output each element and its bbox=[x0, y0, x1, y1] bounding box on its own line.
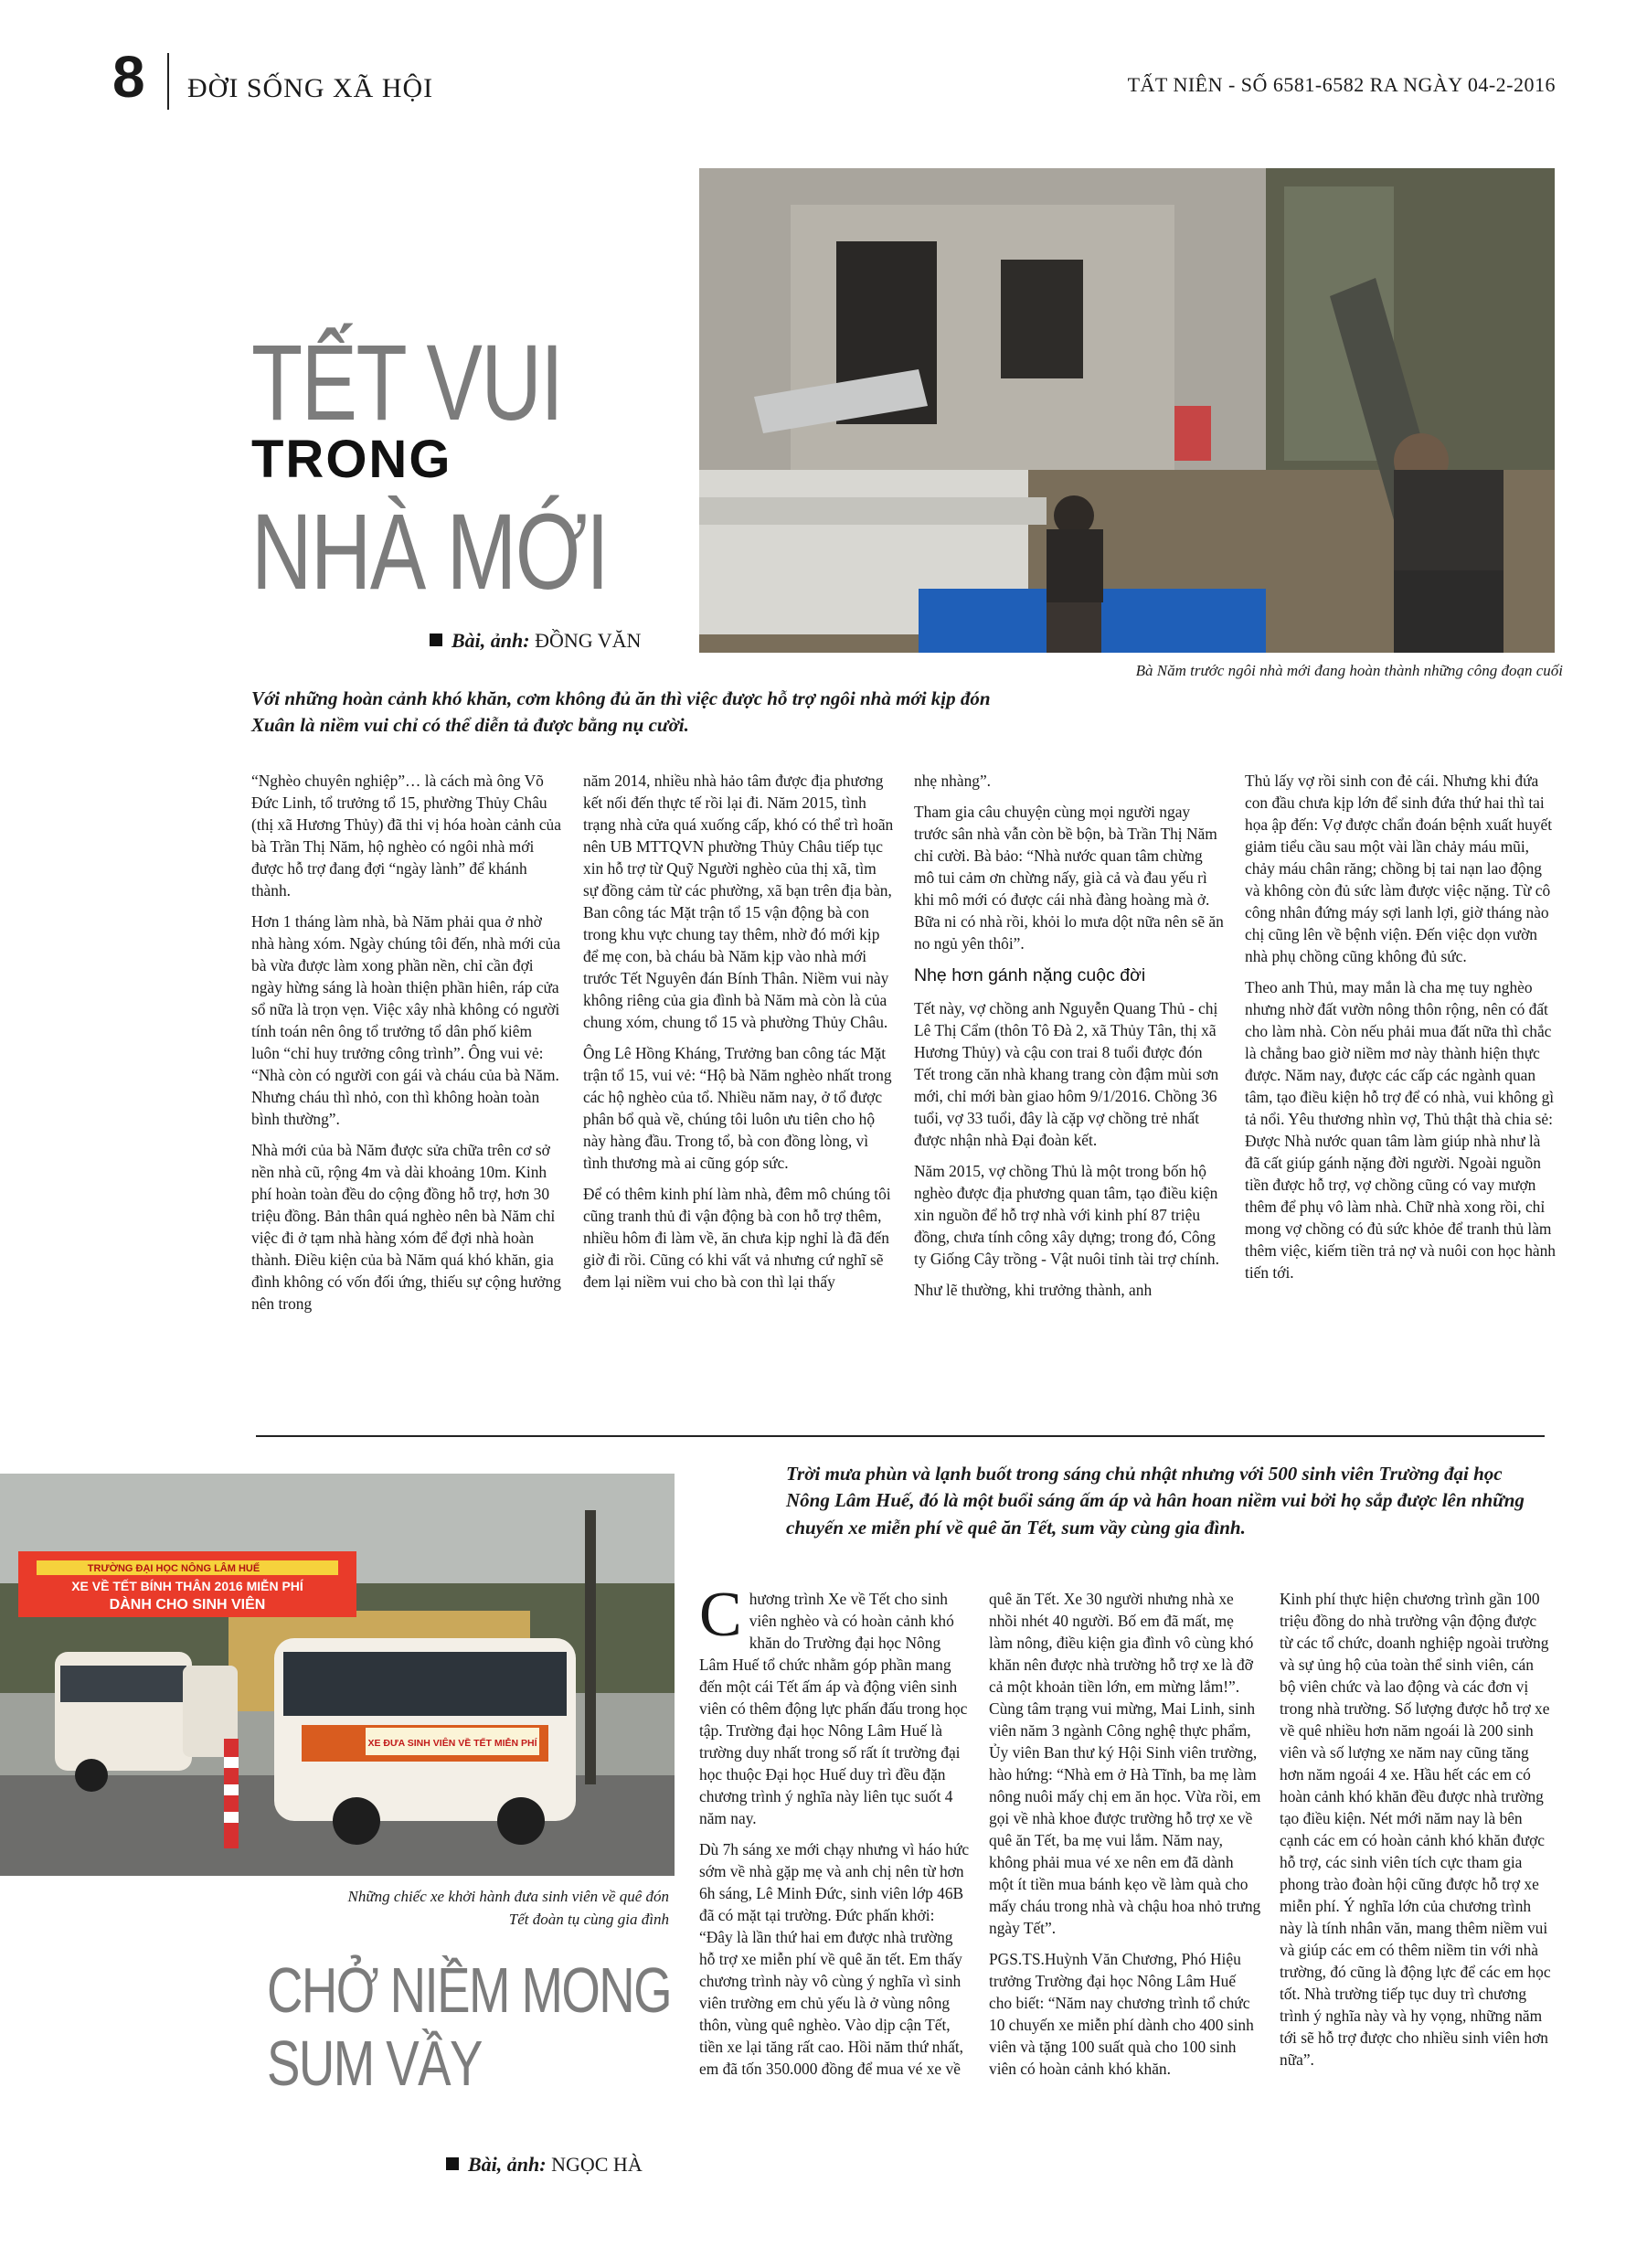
paragraph: năm 2014, nhiều nhà hảo tâm được địa phương kết nối đến thực tế rồi lại đi. Năm 2015, tình trạng nhà cửa quá xuống cấp, khó có thể trì hoãn nên UB MTTQVN phường Thủy Châu tiếp tục xin hỗ trợ từ Quỹ Người nghèo của thị xã, tìm sự đồng cảm từ các phường, xã bạn trên địa bàn, Ban công tác Mặt trận tổ 15 vận động bà con trong khu vực chung tay thêm, nhờ đó mới kịp để mẹ con, bà cháu bà Năm kịp vào nhà mới trước Tết Nguyên đán Bính Thân. Niềm vui này không riêng của gia đình bà Năm mà còn là của chung xóm, chung tổ 15 và phường Thủy Châu. bbox=[583, 772, 894, 1032]
paragraph: Năm 2015, vợ chồng Thủ là một trong bốn hộ nghèo được địa phương quan tâm, tạo điều kiện xin nguồn để hỗ trợ nhà với kinh phí 87 triệu đồng, chưa tính công xây dựng; trong đó, Công ty Giống Cây trồng - Vật nuôi tỉnh tài trợ chính. bbox=[914, 1162, 1219, 1269]
article2-title-line2: SUM VẦY bbox=[267, 2028, 482, 2099]
article2-title-line1: CHỞ NIỀM MONG bbox=[267, 1954, 672, 2026]
dropcap: C bbox=[699, 1580, 742, 1650]
article1-title-line3: NHÀ MỚI bbox=[251, 492, 609, 612]
article2-column-3 bbox=[1280, 1588, 1552, 2080]
article2-lead: Trời mưa phùn và lạnh buốt trong sáng chủ nhật nhưng với 500 sinh viên Trường đại học Nông Lâm Huế, đó là một buổi sáng ấm áp và hân hoan niềm vui bởi họ sắp được lên những chuyến xe miễn phí về quê ăn Tết, sum vầy cùng gia đình. bbox=[786, 1463, 1525, 1539]
article1-photo-caption: Bà Năm trước ngôi nhà mới đang hoàn thành những công đoạn cuối bbox=[1135, 662, 1563, 679]
banner-bottom-text: DÀNH CHO SINH VIÊN bbox=[109, 1597, 266, 1613]
paragraph: Ông Lê Hồng Kháng, Trưởng ban công tác Mặt trận tổ 15, vui vẻ: “Hộ bà Năm nghèo nhất trong các hộ nghèo của tổ. Nhiều năm nay, ở tổ được phân bổ quà về, chúng tôi luôn ưu tiên cho hộ này hàng đầu. Trong tổ, bà con đồng lòng, vì tình thương mà ai cũng góp sức. bbox=[583, 1044, 892, 1173]
header-divider bbox=[167, 53, 169, 110]
paragraph: Theo anh Thủ, may mắn là cha mẹ tuy nghèo nhưng nhờ đất vườn nông thôn rộng, nên có đất cho làm nhà. Còn nếu phải mua đất nữa thì chắc là chẳng bao giờ niềm mơ này thành hiện thực được. Năm nay, được các cấp các ngành quan tâm, tạo điều kiện hỗ trợ để có nhà, vui không gì tả nổi. Yêu thương nhìn vợ, Thủ thật thà chia sẻ: Được Nhà nước quan tâm làm giúp nhà như là đã cất giúp gánh nặng đời người. Ngoài nguồn tiền được hỗ trợ, vợ chồng cũng có vay mượn thêm để phụ vô làm nhà. Chữ nhà xong rồi, chỉ mong vợ chồng có đủ sức khỏe để tranh thủ làm thêm việc, kiếm tiền trả nợ và nuôi con học hành tiến tới. bbox=[1245, 978, 1557, 1283]
byline-author: ĐỒNG VĂN bbox=[535, 629, 642, 652]
paragraph: Kinh phí thực hiện chương trình gần 100 triệu đồng do nhà trường vận động được từ các tổ chức, doanh nghiệp ngoài trường và sự ủng hộ của toàn thể sinh viên, cán bộ viên chức và lao động và các đơn vị trong nhà trường. Số lượng được hỗ trợ xe về quê nhiều hơn năm ngoái là 200 sinh viên và số lượng xe năm nay cũng tăng hơn năm ngoái 4 xe. Hầu hết các em có hoàn cảnh khó khăn đều được nhà trường tạo điều kiện. Nét mới năm nay là bên cạnh các em có hoàn cảnh khó khăn được hỗ trợ, các sinh viên tích cực tham gia phong trào đoàn hội cũng được hỗ trợ xe miễn phí. Ý nghĩa lớn của chương trình này là tính nhân văn, mang thêm niềm vui và giúp các em có thêm niềm tin với nhà trường, đó cũng là động lực để các em học tốt. Nhà trường tiếp tục duy trì chương trình ý nghĩa này và hy vọng, những năm tới sẽ hỗ trợ được cho nhiều sinh viên hơn nữa”. bbox=[1280, 1590, 1551, 2070]
paragraph bbox=[699, 1580, 972, 1829]
article1-title-line2: TRONG bbox=[251, 430, 452, 489]
article2-photo-caption: Những chiếc xe khởi hành đưa sinh viên về quê đón Tết đoàn tụ cùng gia đình bbox=[347, 1888, 669, 1928]
page-number: 8 bbox=[112, 44, 145, 110]
article1-column-3 bbox=[914, 770, 1225, 1310]
byline-author: NGỌC HÀ bbox=[551, 2153, 643, 2176]
article1-lead: Với những hoàn cảnh khó khăn, cơm không đủ ăn thì việc được hỗ trợ ngôi nhà mới kịp đón Xuân là niềm vui chỉ có thể diễn tả được bằng nụ cười. bbox=[251, 687, 991, 737]
byline-label: Bài, ảnh: bbox=[468, 2153, 547, 2176]
article1-subheading: Nhẹ hơn gánh nặng cuộc đời bbox=[914, 965, 1146, 986]
article1-photo bbox=[699, 168, 1555, 653]
issue-info: TẤT NIÊN - SỐ 6581-6582 RA NGÀY 04-2-2016 bbox=[1127, 73, 1556, 96]
paragraph: PGS.TS.Huỳnh Văn Chương, Phó Hiệu trưởng Trường đại học Nông Lâm Huế cho biết: “Năm nay chương trình tổ chức 10 chuyến xe miễn phí dành cho 400 sinh viên và tặng 100 suất quà cho 100 sinh viên có hoàn cảnh khó khăn. bbox=[989, 1950, 1254, 2079]
paragraph: Tham gia câu chuyện cùng mọi người ngay trước sân nhà vẫn còn bề bộn, bà Trần Thị Năm chỉ cười. Bà bảo: “Nhà nước quan tâm chừng mô tui cảm ơn chừng nấy, già cả và đau yếu rì khi mô mới có được cái nhà đàng hoàng mà ở. Bữa ni có nhà rồi, khỏi lo mưa dột nữa nên sẽ ăn no ngủ yên thôi”. bbox=[914, 803, 1224, 953]
article2-column-2 bbox=[989, 1588, 1261, 2089]
article2-byline bbox=[446, 2153, 643, 2177]
byline-bullet bbox=[446, 2157, 459, 2170]
article2-photo bbox=[0, 1474, 675, 1876]
article1-column-1 bbox=[251, 770, 562, 1324]
paragraph: Hơn 1 tháng làm nhà, bà Năm phải qua ở nhờ nhà hàng xóm. Ngày chúng tôi đến, nhà mới của bà vừa được làm xong phần nền, chỉ cần đợi ngày hừng sáng là hoàn thiện phần hiên, ráp cửa sổ nữa là trọn vẹn. Việc xây nhà không có người tính toán nên ông tổ trưởng tổ dân phố kiêm luôn “chỉ huy trưởng công trình”. Ông vui vẻ: “Nhà còn có người con gái và cháu của bà Năm. Nhưng cháu thì nhỏ, con thì không hoàn toàn bình thường”. bbox=[251, 912, 561, 1129]
paragraph-text: hương trình Xe về Tết cho sinh viên nghèo và có hoàn cảnh khó khăn do Trường đại học Nông Lâm Huế tổ chức nhằm góp phần mang đến một cái Tết ấm áp và động viên sinh viên có thêm động lực phấn đấu trong học tập. Trường đại học Nông Lâm Huế là trường duy nhất trong số rất ít trường đại học thuộc Đại học Huế duy trì đều đặn chương trình ý nghĩa này liên tục suốt 4 năm nay. bbox=[699, 1590, 968, 1828]
article1-title-line1: TẾT VUI bbox=[251, 323, 563, 443]
paragraph: nhẹ nhàng”. bbox=[914, 772, 992, 790]
paragraph: Như lẽ thường, khi trưởng thành, anh bbox=[914, 1281, 1153, 1300]
banner-top-text: TRƯỜNG ĐẠI HỌC NÔNG LÂM HUẾ bbox=[87, 1563, 260, 1574]
section-title: ĐỜI SỐNG XÃ HỘI bbox=[187, 73, 434, 103]
paragraph: Tết này, vợ chồng anh Nguyễn Quang Thủ - chị Lê Thị Cẩm (thôn Tô Đà 2, xã Thủy Tân, thị xã Hương Thủy) và cậu con trai 8 tuổi được đón Tết trong căn nhà khang trang còn đậm mùi sơn mới, chỉ mới bàn giao hôm 9/1/2016. Chồng 36 tuổi, vợ 33 tuổi, đây là cặp vợ chồng trẻ nhất được nhận nhà Đại đoàn kết. bbox=[914, 999, 1219, 1150]
paragraph: Thủ lấy vợ rồi sinh con đẻ cái. Nhưng khi đứa con đầu chưa kịp lớn để sinh đứa thứ hai thì tai họa ập đến: Vợ được chẩn đoán bệnh xuất huyết giảm tiểu cầu sau một vài lần chảy máu mũi, chảy máu chân răng; chồng bị tai nạn lao động và không còn đủ sức làm được việc nặng. Từ cô công nhân đứng máy sợi lanh lợi, giờ tháng nào chị cũng lên về bệnh viện. Đến việc dọn vườn nhà phụ chồng cũng không đủ sức. bbox=[1245, 772, 1553, 966]
paragraph: “Nghèo chuyên nghiệp”… là cách mà ông Võ Đức Linh, tổ trưởng tổ 15, phường Thủy Châu (thị xã Hương Thủy) đã thi vị hóa hoàn cảnh của bà Trần Thị Năm, hộ nghèo có ngôi nhà mới được hỗ trợ đang đợi “ngày lành” để khánh thành. bbox=[251, 772, 561, 900]
article1-column-4 bbox=[1245, 770, 1556, 1293]
bus-sign-text: XE ĐƯA SINH VIÊN VỀ TẾT MIỄN PHÍ bbox=[367, 1738, 537, 1749]
banner-mid-text: XE VỀ TẾT BÍNH THÂN 2016 MIỄN PHÍ bbox=[71, 1579, 303, 1593]
paragraph: Để có thêm kinh phí làm nhà, đêm mô chúng tôi cũng tranh thủ đi vận động bà con hỗ trợ thêm, nhiều hôm đi làm về, ăn chưa kịp nghỉ là đã đến giờ đi rồi. Cũng có khi vất vả nhưng cứ nghĩ sẽ đem lại niềm vui cho bà con thì lại thấy bbox=[583, 1185, 891, 1292]
paragraph: quê ăn Tết. Xe 30 người nhưng nhà xe nhồi nhét 40 người. Bố em đã mất, mẹ làm nông, điều kiện gia đình vô cùng khó khăn nên được nhà trường hỗ trợ xe là đỡ cả một khoản tiền lớn, em mừng lắm!”. Cùng tâm trạng vui mừng, Mai Linh, sinh viên năm 3 ngành Công nghệ thực phẩm, Ủy viên Ban thư ký Hội Sinh viên trường, hào hứng: “Nhà em ở Hà Tĩnh, ba mẹ làm nông nuôi mấy chị em ăn học. Vừa rồi, em gọi về nhà khoe được trường hỗ trợ xe về quê ăn Tết, ba mẹ vui lắm. Năm nay, không phải mua vé xe nên em đã dành một ít tiền mua bánh kẹo về làm quà cho mấy cháu trong nhà và chậu hoa nhỏ trưng ngày Tết”. bbox=[989, 1590, 1261, 1938]
byline-bullet bbox=[430, 634, 442, 646]
article1-column-2 bbox=[583, 770, 894, 1302]
article2-column-1 bbox=[699, 1580, 972, 2089]
paragraph: Nhà mới của bà Năm được sửa chữa trên cơ sở nền nhà cũ, rộng 4m và dài khoảng 10m. Kinh phí hoàn toàn đều do cộng đồng hỗ trợ, hơn 30 triệu đồng. Bản thân quá nghèo nên bà Năm chỉ việc đi ở tạm nhà hàng xóm để đợi nhà hoàn thành. Điều kiện của bà Năm quá khó khăn, gia đình không có vốn đối ứng, thiếu sự cộng hưởng nên trong bbox=[251, 1141, 561, 1314]
byline-label: Bài, ảnh: bbox=[452, 629, 530, 652]
article1-byline bbox=[430, 629, 641, 653]
paragraph: Dù 7h sáng xe mới chạy nhưng vì háo hức sớm về nhà gặp mẹ và anh chị nên từ hơn 6h sáng, Lê Minh Đức, sinh viên lớp 46B đã có mặt tại trường. Đức phấn khởi: “Đây là lần thứ hai em được nhà trường hỗ trợ xe miễn phí về quê ăn tết. Em thấy chương trình này vô cùng ý nghĩa vì sinh viên trường em chủ yếu là ở vùng nông thôn, vùng quê nghèo. Vào dịp cận Tết, tiền xe lại tăng rất cao. Hồi năm thứ nhất, em đã tốn 350.000 đồng để mua vé xe về bbox=[699, 1840, 970, 2079]
article-divider bbox=[256, 1435, 1545, 1437]
